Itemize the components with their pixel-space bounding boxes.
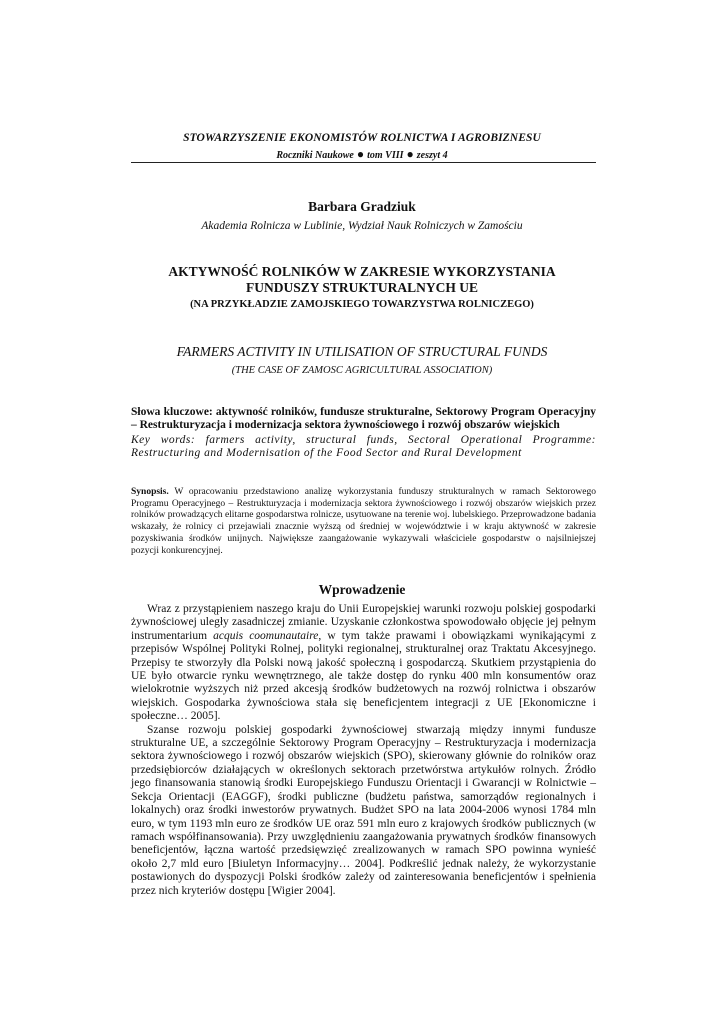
paragraph-1 xyxy=(131,603,596,724)
synopsis-label: Synopsis. xyxy=(131,487,169,497)
series-name: Roczniki Naukowe xyxy=(276,150,354,161)
journal-issue-line xyxy=(130,147,594,162)
subtitle-polish: (NA PRZYKŁADZIE ZAMOJSKIEGO TOWARZYSTWA ROLNICZEGO) xyxy=(190,299,534,310)
volume: tom VIII xyxy=(367,150,404,161)
author-affiliation: Akademia Rolnicza w Lublinie, Wydział Nauk Rolniczych w Zamościu xyxy=(201,220,523,232)
journal-title: STOWARZYSZENIE EKONOMISTÓW ROLNICTWA I AGROBIZNESU xyxy=(183,132,541,144)
bullet-icon: ● xyxy=(406,147,414,161)
title-polish xyxy=(130,264,594,296)
keywords-english: Key words: farmers activity, structural funds, Sectoral Operational Programme: Restructuring and Modernisation of the Food Sector and Rural Development xyxy=(131,434,596,459)
paragraph-1-part-b: , w tym także prawami i obowiązkami wynikającymi z przepisów Wspólnej Polityki Rolnej, polityki regionalnej, strukturalnej oraz Traktatu Akcesyjnego. Przepisy te stworzyły dla Polski nową jakość społeczną i gospodarczą. Skutkiem przystąpienia do UE było otwarcie rynku wewnętrznego, ale także dostęp do rynku 400 mln konsumentów oraz wielokrotnie wyższych niż przed akcesją środków budżetowych na rozwój rolnictwa i obszarów wiejskich. Gospodarka żywnościowa stała się beneficjentem integracji z UE [Ekonomiczne i społeczne… 2005]. xyxy=(131,629,596,723)
body-text xyxy=(131,603,596,898)
title-polish-line1: AKTYWNOŚĆ ROLNIKÓW W ZAKRESIE WYKORZYSTANIA xyxy=(168,264,556,279)
issue: zeszyt 4 xyxy=(416,150,448,161)
section-heading: Wprowadzenie xyxy=(318,582,406,597)
author-name: Barbara Gradziuk xyxy=(308,199,416,214)
synopsis xyxy=(131,487,596,557)
title-polish-line2: FUNDUSZY STRUKTURALNYCH UE xyxy=(245,280,479,295)
bullet-icon: ● xyxy=(356,147,365,161)
paragraph-2: Szanse rozwoju polskiej gospodarki żywnościowej stwarzają między innymi fundusze strukturalne UE, a szczególnie Sektorowy Program Operacyjny – Restrukturyzacja i modernizacja sektora żywnościowego i rozwój obszarów wiejskich (SPO), skierowany głównie do rolników oraz przedsiębiorców działających w określonych sektorach przetwórstwa artykułów rolnych. Źródło jego finansowania stanowią środki Europejskiego Funduszu Orientacji i Gwarancji w Rolnictwie – Sekcja Orientacji (EAGGF), środki publiczne (budżetu państwa, samorządów regionalnych i lokalnych) oraz środki inwestorów prywatnych. Budżet SPO na lata 2004-2006 wynosi 1784 mln euro, w tym 1193 mln euro ze środków UE oraz 591 mln euro z krajowych środków publicznych (w ramach współfinansowania). Przy uwzględnieniu zaangażowania prywatnych środków finansowych beneficjentów, łączna wartość przedsięwzięć zrealizowanych w ramach SPO powinna wynieść około 2,7 mld euro [Biuletyn Informacyjny… 2004]. Podkreślić jednak należy, że wykorzystanie postawionych do dyspozycji Polski środków zależy od zainteresowania beneficjentów i spełnienia przez nich kryteriów dostępu [Wigier 2004]. xyxy=(131,723,596,897)
title-english: FARMERS ACTIVITY IN UTILISATION OF STRUCTURAL FUNDS xyxy=(176,344,548,359)
subtitle-english: (THE CASE OF ZAMOSC AGRICULTURAL ASSOCIATION) xyxy=(231,365,493,376)
paragraph-1-part-a: Wraz z przystąpieniem naszego kraju do Unii Europejskiej warunki rozwoju polskiej gospodarki żywnościowej uległy zasadniczej zmianie. Uzyskanie członkostwa spowodowało objęcie jej pełnym instrumentarium xyxy=(131,603,596,642)
header-divider xyxy=(131,162,596,163)
paragraph-1-italic-term: acquis coomunautaire xyxy=(213,629,319,642)
synopsis-text: W opracowaniu przedstawiono analizę wykorzystania funduszy strukturalnych w ramach Sektorowego Programu Operacyjnego – Restrukturyzacja i modernizacja sektora żywnościowego i rozwój obszarów wiejskich przez rolników prowadzących elitarne gospodarstwa rolnicze, usytuowane na terenie woj. lubelskiego. Przeprowadzone badania wskazały, że rolnicy ci przejawiali znacznie wyższą od średniej w województwie i w kraju aktywność w zakresie pozyskiwania środków unijnych. Największe zaangażowanie wykazywali właściciele gospodarstw o najsilniejszej pozycji konkurencyjnej. xyxy=(131,487,596,556)
keywords-polish: Słowa kluczowe: aktywność rolników, fundusze strukturalne, Sektorowy Program Operacyjny – Restrukturyzacja i modernizacja sektora żywnościowego i rozwój obszarów wiejskich xyxy=(131,406,596,431)
